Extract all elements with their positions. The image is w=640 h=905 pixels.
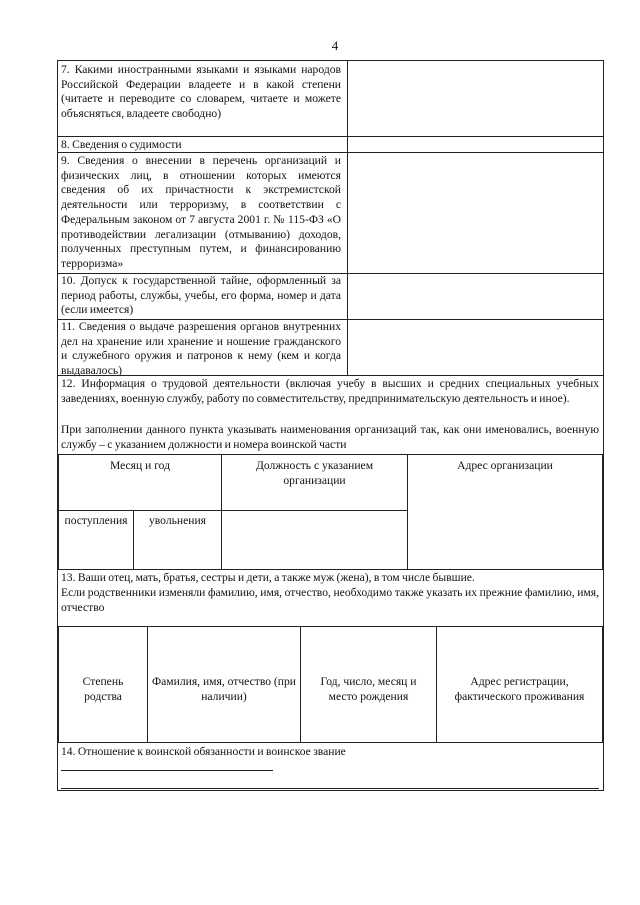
row-divider bbox=[58, 375, 603, 376]
question-13-text: 13. Ваши отец, мать, братья, сестры и дети, а также муж (жена), в том числе бывшие. bbox=[61, 571, 475, 584]
work-history-table bbox=[58, 454, 603, 570]
question-8-text: 8. Сведения о судимости bbox=[61, 138, 182, 151]
page-number: 4 bbox=[331, 38, 339, 53]
relatives-name-label: Фамилия, имя, отчество (при наличии) bbox=[152, 675, 296, 703]
question-7-text: 7. Какими иностранными языками и языками народов Российской Федерации владеете и в какой степени (читаете и переводите со словарем, читаете и можете объясняться, владеете свободно) bbox=[61, 63, 341, 121]
relatives-kinship-label: Степень родства bbox=[82, 675, 124, 703]
question-9-text: 9. Сведения о внесении в перечень организаций и физических лиц, в отношении которых имеются сведения об их причастности к экстремистской деятельности или терроризму, в соответствии с Федеральным законом от 7 августа 2001 г. № 115-ФЗ «О противодействии легализации (отмыванию) доходов, полученных преступным путем, и финансированию терроризма» bbox=[61, 154, 341, 270]
work-position-label: Должность с указанием организации bbox=[255, 459, 374, 487]
relatives-birth-label: Год, число, месяц и место рождения bbox=[320, 675, 417, 703]
question-14-text: 14. Отношение к воинской обязанности и воинское звание bbox=[61, 745, 346, 758]
work-start-label: поступления bbox=[64, 514, 128, 527]
work-month-year-label: Месяц и год bbox=[109, 459, 171, 472]
question-11-answer[interactable] bbox=[348, 320, 604, 375]
relatives-address-label: Адрес регистрации, фактического проживания bbox=[454, 675, 585, 703]
work-end-label: увольнения bbox=[148, 514, 206, 527]
question-12-text: 12. Информация о трудовой деятельности (включая учебу в высших и средних специальных учебных заведениях, военную службу, работу по совместительству, предпринимательскую деятельность и иное). bbox=[61, 377, 599, 405]
question-10-answer[interactable] bbox=[348, 274, 604, 319]
military-answer-line-2[interactable] bbox=[61, 788, 599, 789]
question-7-answer[interactable] bbox=[348, 61, 604, 136]
form-table bbox=[57, 60, 604, 791]
question-10-text: 10. Допуск к государственной тайне, оформленный за период работы, службы, учебы, его форма, номер и дата (если имеется) bbox=[61, 274, 341, 317]
question-8-answer[interactable] bbox=[348, 137, 604, 152]
question-13-note: Если родственники изменяли фамилию, имя, отчество, необходимо также указать их прежние фамилию, имя, отчество bbox=[61, 586, 599, 614]
question-9-answer[interactable] bbox=[348, 153, 604, 273]
question-12-note: При заполнении данного пункта указывать наименования организаций так, как они именовались, военную службу – с указанием должности и номера воинской части bbox=[61, 423, 599, 451]
military-answer-line-1[interactable] bbox=[61, 770, 273, 771]
relatives-table bbox=[58, 626, 603, 743]
question-11-text: 11. Сведения о выдаче разрешения органов внутренних дел на хранение или хранение и ношение гражданского и служебного оружия и патронов к нему (кем и когда выдавалось) bbox=[61, 320, 341, 378]
work-address-label: Адрес организации bbox=[457, 459, 553, 472]
work-position-entry[interactable] bbox=[221, 510, 408, 570]
